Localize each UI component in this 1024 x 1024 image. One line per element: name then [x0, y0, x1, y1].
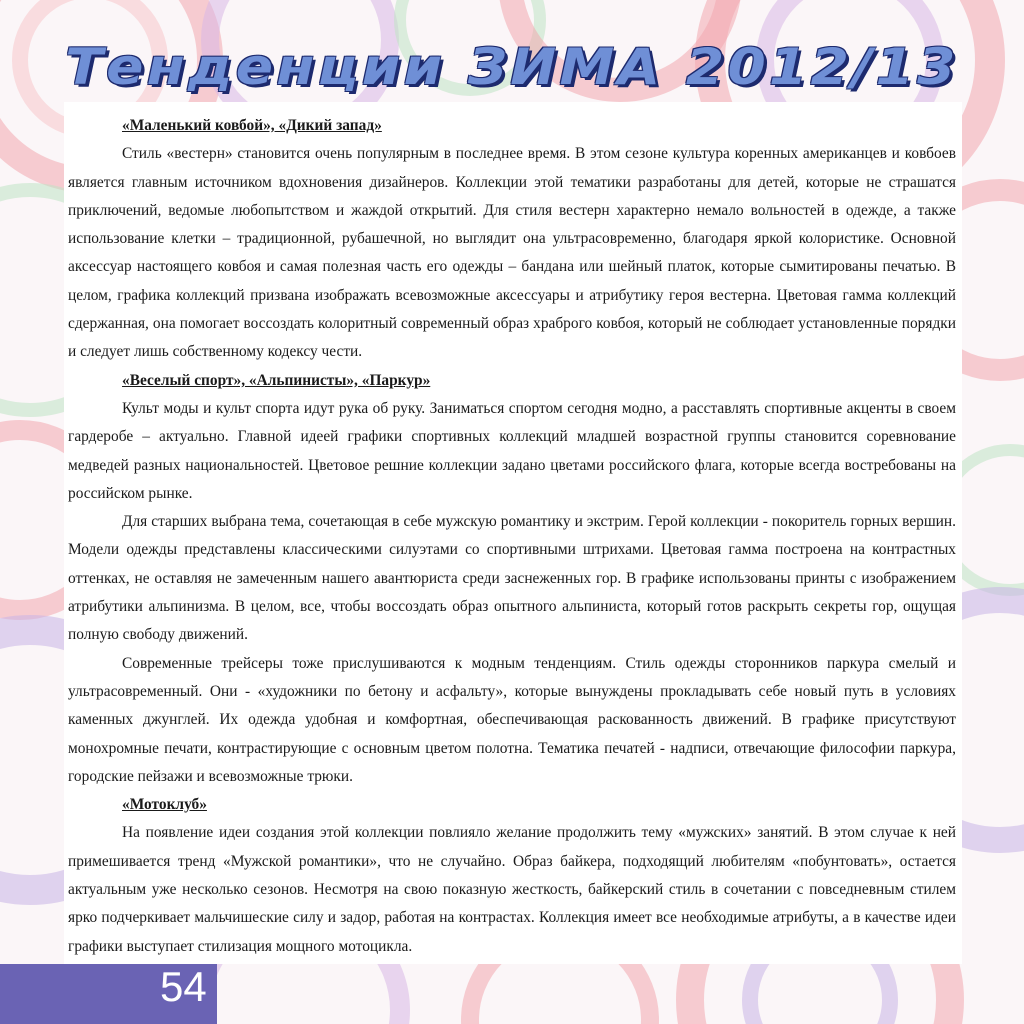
page-title: Тенденции ЗИМА 2012/13 — [65, 38, 959, 96]
section-heading-motoclub: «Мотоклуб» — [122, 796, 207, 814]
paragraph-motoclub: На появление идеи создания этой коллекции повлияло желание продолжить тему «мужских» занятий. В этом случае к ней примешивается тренд «Мужской романтики», что не случайно. Образ байкера, подходящий любителям «побунтовать», остается актуальным уже несколько сезонов. Несмотря на свою показную жесткость, байкерский стиль в сочетании с повседневным стилем ярко подчеркивает мальчишеские силу и задор, работая на контрастах. Коллекция имеет все необходимые атрибуты, а в качестве идеи графики выступает стилизация мощного мотоцикла. — [68, 824, 956, 955]
section-heading-sport: «Веселый спорт», «Альпинисты», «Паркур» — [122, 371, 431, 389]
paragraph-sport-bears: Культ моды и культ спорта идут рука об руку. Заниматься спортом сегодня модно, а расставлять спортивные акценты в своем гардеробе – актуально. Главной идеей графики спортивных коллекций младшей возрастной группы становится соревнование медведей разных национальностей. Цветовое решние коллекции задано цветами российского флага, которые всегда востребованы на российском рынке. — [68, 399, 956, 502]
article-body — [64, 102, 962, 964]
section-heading-cowboy: «Маленький ковбой», «Дикий запад» — [122, 117, 382, 134]
page-number: 54 — [160, 963, 207, 1010]
paragraph-sport-parkour: Современные трейсеры тоже прислушиваются к модным тенденциям. Стиль одежды сторонников паркура смелый и ультрасовременный. Они - «художники по бетону и асфальту», которые вынуждены прокладывать себе новый путь в условиях каменных джунглей. Их одежда удобная и комфортная, обеспечивающая раскованность движений. В графике присутствуют монохромные печати, контрастирующие с основным цветом полотна. Тематика печатей - надписи, отвечающие философии паркура, городские пейзажи и всевозможные трюки. — [68, 654, 956, 785]
paragraph-sport-alpinists: Для старших выбрана тема, сочетающая в себе мужскую романтику и экстрим. Герой коллекции - покоритель горных вершин. Модели одежды представлены классическими силуэтами со спортивными штрихами. Цветовая гамма построена на контрастных оттенках, не оставляя не замеченным нашего авантюриста среди заснеженных гор. В графике использованы принты с изображением атрибутики альпинизма. В целом, все, чтобы воссоздать образ опытного альпиниста, который готов раскрыть секреты гор, ощущая полную свободу движений. — [68, 513, 956, 644]
paragraph-cowboy: Стиль «вестерн» становится очень популярным в последнее время. В этом сезоне культура коренных американцев и ковбоев является главным источником вдохновения дизайнеров. Коллекции этой тематики разработаны для детей, которые не страшатся приключений, ведомые любопытством и жаждой открытий. Для стиля вестерн характерно немало вольностей в одежде, а также использование клетки – традиционной, рубашечной, но выглядит она ультрасовременно, благодаря яркой колористике. Основной аксессуар настоящего ковбоя и самая полезная часть его одежды – бандана или шейный платок, которые сымитированы печатью. В целом, графика коллекций призвана изображать всевозможные аксессуары и атрибутику героя вестерна. Цветовая гамма коллекций сдержанная, она помогает воссоздать колоритный современный образ храброго ковбоя, который не соблюдает установленные порядки и следует лишь собственному кодексу чести. — [68, 145, 956, 361]
